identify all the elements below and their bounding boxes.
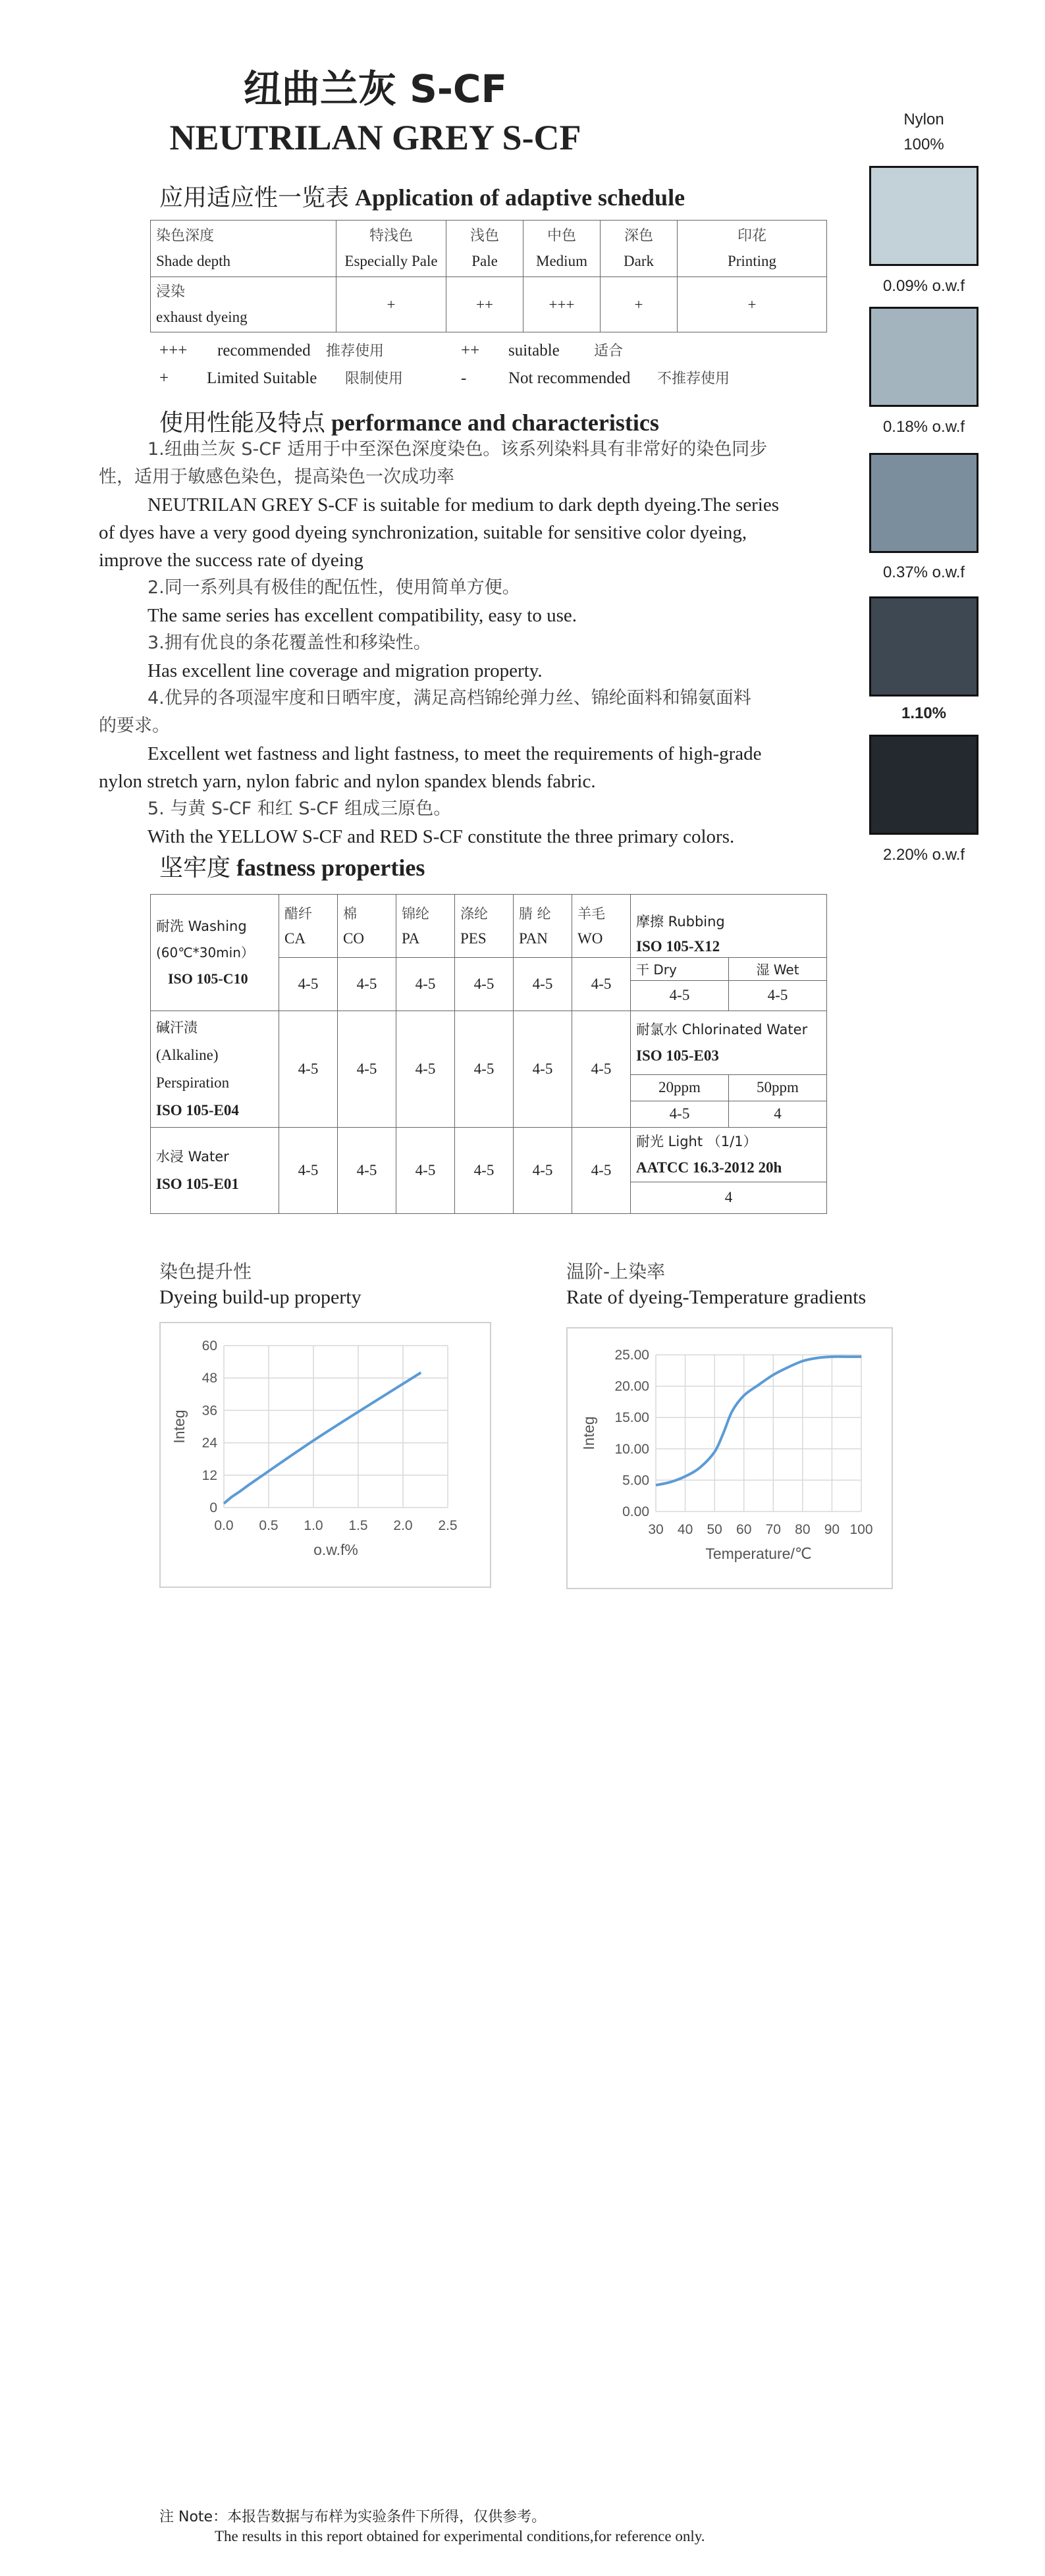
temperature-x-tick-label: 60 bbox=[736, 1522, 752, 1537]
p4-cn-line1: 4.优异的各项湿牢度和日晒牢度，满足高档锦纶弹力丝、锦纶面料和锦氨面料 bbox=[147, 688, 751, 708]
chlor-title: 耐氯水 Chlorinated Water bbox=[636, 1021, 808, 1038]
rubbing-sub-header bbox=[631, 958, 826, 980]
fiber-en: CA bbox=[284, 930, 306, 947]
swatch-heading-material: Nylon bbox=[903, 111, 944, 128]
temperature-y-axis-label: Integ bbox=[580, 1416, 597, 1450]
legend-text-en: recommended bbox=[217, 342, 311, 359]
p1-en-line3: improve the success rate of dyeing bbox=[99, 550, 363, 571]
fiber-cn: 羊毛 bbox=[577, 905, 605, 922]
rub-dry-text: 干 Dry bbox=[636, 962, 677, 978]
legend-symbol: + bbox=[159, 369, 169, 387]
chlor-title-box bbox=[631, 1011, 826, 1074]
col-cn: 深色 bbox=[624, 228, 653, 244]
legend-text-en: Not recommended bbox=[508, 369, 631, 387]
water-value: 4-5 bbox=[279, 1128, 338, 1214]
swatch-heading-percent: 100% bbox=[903, 136, 944, 153]
col-en: Dark bbox=[624, 253, 654, 269]
washing-label bbox=[151, 895, 279, 1011]
buildup-x-tick-label: 1.5 bbox=[348, 1518, 368, 1533]
temperature-x-tick-label: 80 bbox=[795, 1522, 811, 1537]
chlor-std: ISO 105-E03 bbox=[636, 1047, 719, 1064]
buildup-y-tick-label: 24 bbox=[201, 1435, 217, 1451]
temperature-x-tick-label: 100 bbox=[849, 1522, 873, 1537]
adaptive-col-especially-pale bbox=[336, 221, 446, 277]
water-label bbox=[151, 1128, 279, 1214]
swatch-2 bbox=[869, 307, 978, 407]
p1-cn-line2: 性，适用于敏感色染色，提高染色一次成功率 bbox=[99, 467, 454, 487]
col-cn: 浅色 bbox=[469, 228, 499, 244]
chlor-value-2: 4 bbox=[774, 1105, 782, 1122]
exhaust-dyeing-label bbox=[151, 277, 336, 332]
col-en: Pale bbox=[471, 253, 498, 269]
light-cell bbox=[631, 1128, 827, 1214]
rubbing-subtable bbox=[631, 958, 826, 1011]
chart1-title-cn: 染色提升性 bbox=[159, 1261, 252, 1282]
perspiration-value: 4-5 bbox=[338, 1011, 396, 1128]
legend-text-cn: 适合 bbox=[594, 343, 624, 359]
fiber-en: PAN bbox=[519, 930, 548, 947]
washing-std: ISO 105-C10 bbox=[168, 970, 248, 987]
perspiration-value: 4-5 bbox=[514, 1011, 572, 1128]
legend-text-cn: 推荐使用 bbox=[326, 343, 385, 359]
buildup-y-tick-label: 48 bbox=[201, 1371, 217, 1386]
adaptive-row-header bbox=[151, 221, 336, 277]
fiber-en: PES bbox=[460, 930, 487, 947]
perspiration-en1: (Alkaline) bbox=[156, 1047, 219, 1063]
fastness-heading-cn: 坚牢度 bbox=[159, 854, 231, 881]
fiber-cn: 涤纶 bbox=[460, 905, 488, 922]
rubbing-sub-values bbox=[631, 980, 826, 1011]
water-value: 4-5 bbox=[455, 1128, 514, 1214]
legend-text-en: suitable bbox=[508, 342, 560, 359]
temperature-y-tick-label: 0.00 bbox=[622, 1504, 649, 1519]
light-title: 耐光 Light （1/1） bbox=[636, 1133, 757, 1149]
fastness-perspiration-row bbox=[151, 1011, 827, 1128]
chlor-conc-1: 20ppm bbox=[631, 1074, 729, 1101]
legend-text-cn: 限制使用 bbox=[345, 371, 404, 387]
water-value: 4-5 bbox=[396, 1128, 455, 1214]
light-std: AATCC 16.3-2012 20h bbox=[636, 1159, 782, 1176]
chlor-value-1: 4-5 bbox=[631, 1101, 729, 1127]
swatch-4 bbox=[869, 596, 978, 697]
fastness-washing-row-a bbox=[151, 895, 827, 958]
chart2-title-en: Rate of dyeing-Temperature gradients bbox=[566, 1286, 867, 1308]
perspiration-value: 4-5 bbox=[279, 1011, 338, 1128]
buildup-chart bbox=[159, 1322, 491, 1588]
adaptive-col-medium bbox=[523, 221, 601, 277]
perspiration-value: 4-5 bbox=[455, 1011, 514, 1128]
legend-text-cn: 不推荐使用 bbox=[657, 371, 730, 387]
perspiration-value: 4-5 bbox=[396, 1011, 455, 1128]
shade-depth-cn: 染色深度 bbox=[156, 228, 215, 244]
buildup-x-tick-label: 2.5 bbox=[438, 1518, 458, 1533]
temperature-y-tick-label: 15.00 bbox=[614, 1410, 649, 1426]
adaptive-heading-cn: 应用适应性一览表 bbox=[159, 184, 350, 211]
temperature-series-line bbox=[656, 1357, 861, 1485]
rubbing-title: 摩擦 Rubbing bbox=[636, 913, 725, 930]
footer-note-en: The results in this report obtained for experimental conditions,for reference only. bbox=[215, 2528, 705, 2544]
temperature-chart-svg bbox=[568, 1328, 892, 1588]
rubbing-header bbox=[631, 895, 827, 958]
washing-value: 4-5 bbox=[396, 958, 455, 1011]
swatch-3-label: 0.37% o.w.f bbox=[882, 564, 965, 581]
chlorinated-subtable bbox=[631, 1011, 826, 1127]
adaptive-table bbox=[150, 220, 827, 332]
legend-symbol: +++ bbox=[159, 342, 188, 359]
light-header bbox=[631, 1128, 826, 1182]
performance-heading-en: performance and characteristics bbox=[331, 409, 659, 436]
fastness-water-row bbox=[151, 1128, 827, 1214]
water-value: 4-5 bbox=[338, 1128, 396, 1214]
adaptive-header-row bbox=[151, 221, 827, 277]
temperature-x-tick-label: 50 bbox=[707, 1522, 722, 1537]
fiber-pes bbox=[455, 895, 514, 958]
adaptive-value: +++ bbox=[523, 277, 601, 332]
temperature-y-tick-label: 5.00 bbox=[622, 1473, 649, 1488]
washing-cn: 耐洗 Washing bbox=[156, 918, 247, 934]
temperature-y-tick-label: 10.00 bbox=[614, 1441, 649, 1457]
temperature-y-tick-label: 20.00 bbox=[614, 1379, 649, 1394]
adaptive-heading-en: Application of adaptive schedule bbox=[355, 184, 685, 211]
p5-en: With the YELLOW S-CF and RED S-CF constitute the three primary colors. bbox=[147, 826, 735, 847]
p4-en-line2: nylon stretch yarn, nylon fabric and nylon spandex blends fabric. bbox=[99, 771, 596, 792]
p1-en-line1: NEUTRILAN GREY S-CF is suitable for medium to dark depth dyeing.The series bbox=[147, 494, 779, 515]
col-cn: 印花 bbox=[737, 228, 766, 244]
fiber-co bbox=[338, 895, 396, 958]
buildup-y-tick-label: 12 bbox=[201, 1467, 217, 1483]
chlor-conc-2: 50ppm bbox=[729, 1074, 827, 1101]
buildup-x-tick-label: 0.5 bbox=[259, 1518, 279, 1533]
temperature-y-tick-label: 25.00 bbox=[614, 1348, 649, 1363]
col-en: Especially Pale bbox=[344, 253, 438, 269]
shade-depth-en: Shade depth bbox=[156, 253, 231, 269]
perspiration-cn: 碱汗渍 bbox=[156, 1020, 198, 1036]
legend-row-1 bbox=[159, 340, 623, 360]
temperature-chart bbox=[566, 1327, 893, 1589]
water-std: ISO 105-E01 bbox=[156, 1176, 239, 1192]
rubbing-title-box bbox=[631, 907, 826, 955]
rub-wet-label bbox=[729, 958, 827, 980]
fiber-cn: 棉 bbox=[343, 905, 357, 922]
washing-cond: (60℃*30min） bbox=[156, 945, 254, 960]
chart1-title-en: Dyeing build-up property bbox=[159, 1286, 362, 1308]
buildup-y-axis-label: Integ bbox=[171, 1409, 188, 1444]
chlorinated-water-cell bbox=[631, 1011, 827, 1128]
perspiration-label bbox=[151, 1011, 279, 1128]
swatch-2-label: 0.18% o.w.f bbox=[882, 418, 965, 436]
adaptive-value: + bbox=[601, 277, 678, 332]
chlor-header bbox=[631, 1011, 826, 1074]
fiber-en: CO bbox=[343, 930, 364, 947]
fiber-pa bbox=[396, 895, 455, 958]
washing-value: 4-5 bbox=[572, 958, 631, 1011]
p2-cn: 2.同一系列具有极佳的配伍性，使用简单方便。 bbox=[147, 577, 520, 598]
fiber-pan bbox=[514, 895, 572, 958]
temperature-x-axis-label: Temperature/℃ bbox=[705, 1545, 812, 1562]
p4-en-line1: Excellent wet fastness and light fastness, to meet the requirements of high-grade bbox=[147, 743, 762, 764]
buildup-y-tick-label: 0 bbox=[209, 1500, 217, 1515]
rub-wet-text: 湿 Wet bbox=[756, 962, 799, 978]
col-en: Printing bbox=[727, 253, 777, 269]
light-subtable bbox=[631, 1128, 826, 1213]
fiber-ca bbox=[279, 895, 338, 958]
perspiration-en2: Perspiration bbox=[156, 1074, 230, 1091]
p3-cn: 3.拥有优良的条花覆盖性和移染性。 bbox=[147, 633, 431, 653]
chart2-title-cn: 温阶-上染率 bbox=[566, 1261, 666, 1282]
buildup-y-tick-label: 36 bbox=[201, 1403, 217, 1419]
perspiration-std: ISO 105-E04 bbox=[156, 1102, 239, 1118]
adaptive-col-dark bbox=[601, 221, 678, 277]
performance-heading bbox=[159, 404, 659, 438]
rubbing-values bbox=[631, 958, 827, 1011]
col-cn: 特浅色 bbox=[369, 228, 413, 244]
page-title-cn: 纽曲兰灰 S-CF bbox=[243, 66, 508, 111]
adaptive-col-pale bbox=[446, 221, 523, 277]
swatch-4-label: 1.10% bbox=[901, 704, 947, 722]
page-title-en: NEUTRILAN GREY S-CF bbox=[169, 118, 581, 157]
temperature-x-tick-label: 30 bbox=[648, 1522, 664, 1537]
exhaust-cn: 浸染 bbox=[156, 284, 186, 300]
swatch-1 bbox=[869, 166, 978, 266]
adaptive-col-printing bbox=[678, 221, 827, 277]
swatch-5 bbox=[869, 735, 978, 835]
fiber-en: PA bbox=[402, 930, 420, 947]
temperature-x-tick-label: 40 bbox=[677, 1522, 693, 1537]
col-en: Medium bbox=[536, 253, 587, 269]
temperature-x-tick-label: 90 bbox=[824, 1522, 840, 1537]
washing-value: 4-5 bbox=[338, 958, 396, 1011]
buildup-x-tick-label: 2.0 bbox=[393, 1518, 413, 1533]
chlor-conc-row bbox=[631, 1074, 826, 1101]
washing-value: 4-5 bbox=[279, 958, 338, 1011]
adaptive-value: ++ bbox=[446, 277, 523, 332]
fiber-cn: 锦纶 bbox=[402, 905, 429, 922]
perspiration-value: 4-5 bbox=[572, 1011, 631, 1128]
fastness-heading-en: fastness properties bbox=[236, 854, 425, 881]
fiber-cn: 醋纤 bbox=[284, 905, 312, 922]
p1-cn-line1: 1.纽曲兰灰 S-CF 适用于中至深色深度染色。该系列染料具有非常好的染色同步 bbox=[147, 439, 768, 460]
swatch-5-label: 2.20% o.w.f bbox=[882, 846, 965, 864]
legend-symbol: ++ bbox=[461, 342, 480, 359]
adaptive-exhaust-row bbox=[151, 277, 827, 332]
adaptive-value: + bbox=[678, 277, 827, 332]
swatch-3 bbox=[869, 453, 978, 553]
p3-en: Has excellent line coverage and migration property. bbox=[147, 660, 543, 681]
adaptive-value: + bbox=[336, 277, 446, 332]
light-value-row bbox=[631, 1182, 826, 1213]
p4-cn-line2: 的要求。 bbox=[99, 716, 170, 736]
temperature-x-tick-label: 70 bbox=[765, 1522, 781, 1537]
water-value: 4-5 bbox=[514, 1128, 572, 1214]
water-value: 4-5 bbox=[572, 1128, 631, 1214]
washing-value: 4-5 bbox=[455, 958, 514, 1011]
legend-symbol: - bbox=[461, 369, 467, 387]
fastness-table bbox=[150, 894, 827, 1214]
water-cn: 水浸 Water bbox=[156, 1149, 229, 1165]
buildup-y-tick-label: 60 bbox=[201, 1338, 217, 1354]
footer-note-cn: 注 Note：本报告数据与布样为实验条件下所得，仅供参考。 bbox=[159, 2509, 547, 2525]
fiber-en: WO bbox=[577, 930, 603, 947]
light-title-box bbox=[631, 1128, 826, 1182]
buildup-x-tick-label: 0.0 bbox=[214, 1518, 234, 1533]
rub-dry-label bbox=[631, 958, 729, 980]
buildup-x-tick-label: 1.0 bbox=[304, 1518, 323, 1533]
performance-body bbox=[99, 436, 869, 851]
adaptive-heading bbox=[159, 179, 685, 213]
p2-en: The same series has excellent compatibility, easy to use. bbox=[147, 605, 577, 626]
legend-text-en: Limited Suitable bbox=[207, 369, 317, 387]
exhaust-en: exhaust dyeing bbox=[156, 309, 248, 325]
buildup-series-line bbox=[224, 1373, 421, 1504]
light-value: 4 bbox=[724, 1189, 733, 1206]
buildup-chart-svg bbox=[161, 1323, 490, 1587]
fastness-heading bbox=[159, 849, 425, 883]
col-cn: 中色 bbox=[547, 228, 576, 244]
p5-cn: 5. 与黄 S-CF 和红 S-CF 组成三原色。 bbox=[147, 799, 452, 819]
legend-row-2 bbox=[159, 367, 730, 388]
fiber-wo bbox=[572, 895, 631, 958]
rub-wet-value: 4-5 bbox=[767, 987, 788, 1004]
rub-dry-value: 4-5 bbox=[631, 980, 729, 1011]
p1-en-line2: of dyes have a very good dyeing synchronization, suitable for sensitive color dyeing, bbox=[99, 522, 747, 543]
performance-heading-cn: 使用性能及特点 bbox=[159, 409, 326, 436]
chlor-value-row bbox=[631, 1101, 826, 1127]
buildup-x-axis-label: o.w.f% bbox=[313, 1541, 358, 1558]
washing-value: 4-5 bbox=[514, 958, 572, 1011]
rubbing-std: ISO 105-X12 bbox=[636, 937, 720, 955]
fiber-cn: 腈 纶 bbox=[519, 905, 551, 922]
swatch-1-label: 0.09% o.w.f bbox=[882, 277, 965, 295]
